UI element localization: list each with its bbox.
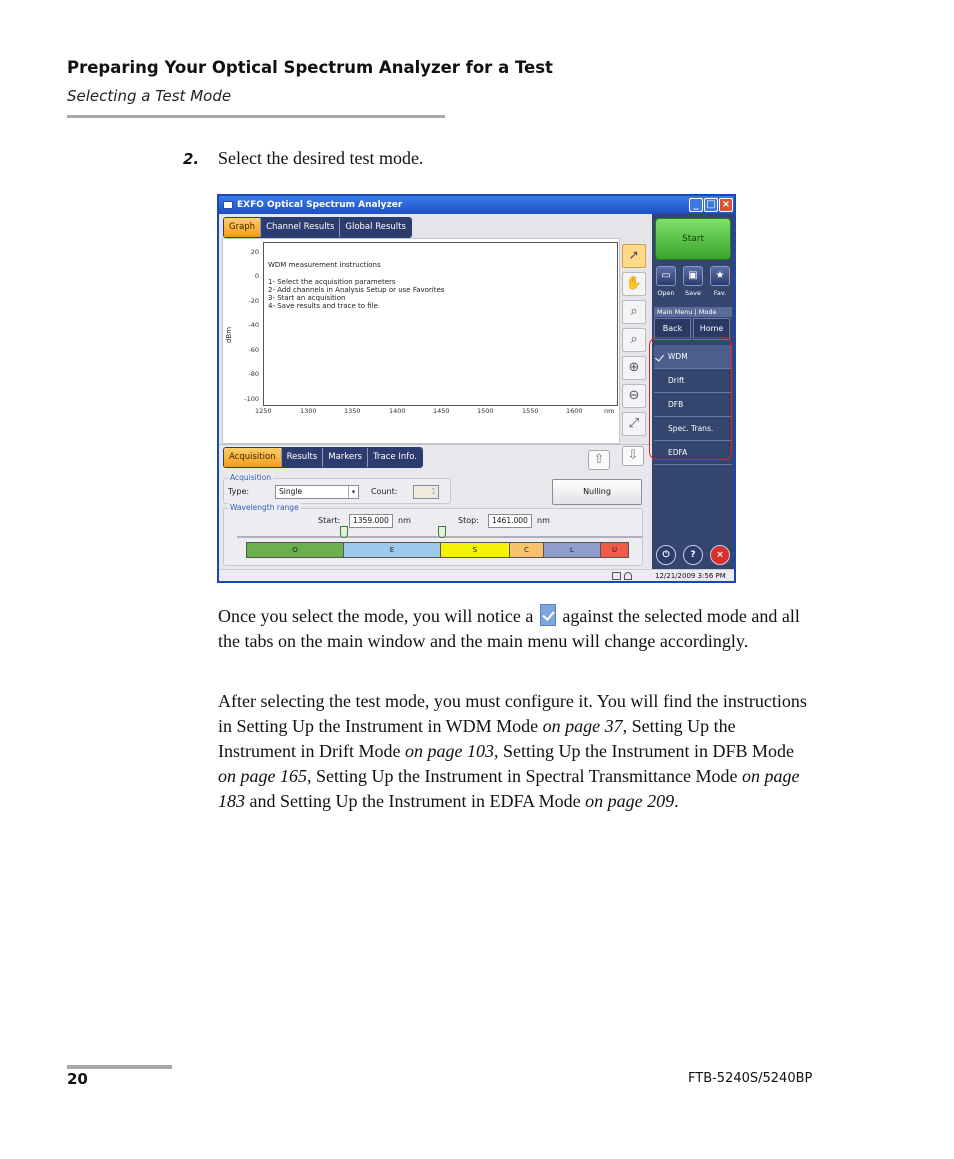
para1-text-after: against the selected mode and all the tabs on the main window and the main menu will change accordingly. — [218, 606, 800, 651]
graph-toolstrip — [622, 244, 648, 442]
page-reference: on page 209 — [585, 791, 675, 811]
maximize-icon[interactable]: □ — [704, 198, 718, 212]
y-tick: -60 — [248, 346, 259, 354]
main-panel — [219, 214, 652, 569]
x-tick: 1550 — [522, 407, 539, 415]
exit-icon[interactable]: × — [710, 545, 730, 565]
header-rule — [67, 115, 445, 118]
pan-hand-icon[interactable]: ✋ — [622, 272, 646, 296]
instruction-line: 1- Select the acquisition parameters — [268, 278, 396, 286]
start-label: Start: — [318, 516, 341, 525]
page-reference: on page 37 — [542, 716, 623, 736]
stop-label: Stop: — [458, 516, 479, 525]
acquisition-group — [223, 473, 451, 504]
mode-label: WDM — [668, 352, 688, 361]
mode-label: Drift — [668, 376, 685, 385]
footer-model: FTB-5240S/5240BP — [688, 1071, 813, 1086]
tab-channel-results[interactable]: Channel Results — [261, 218, 340, 237]
zoom-out-icon[interactable]: ⊖ — [622, 384, 646, 408]
back-button[interactable]: Back — [654, 318, 691, 340]
page-reference: on page 165 — [218, 766, 307, 786]
mode-highlight-circle — [649, 337, 732, 460]
minimize-icon[interactable]: _ — [689, 198, 703, 212]
tab-markers[interactable]: Markers — [323, 448, 368, 467]
type-label: Type: — [228, 487, 250, 496]
y-tick: 20 — [250, 248, 259, 256]
chevron-down-icon[interactable]: ▾ — [348, 486, 358, 498]
tab-global-results[interactable]: Global Results — [340, 218, 411, 237]
acquisition-legend: Acquisition — [230, 473, 272, 482]
open-label: Open — [657, 289, 675, 297]
network-icon — [612, 572, 621, 580]
main-menu-header: Main Menu | Mode — [654, 307, 732, 317]
zoom-area-icon[interactable]: ⌕ — [622, 300, 646, 324]
x-tick: 1250 — [255, 407, 272, 415]
collapse-down-icon[interactable]: ⇩ — [622, 446, 644, 466]
footer-rule — [67, 1065, 172, 1069]
status-time: 12/21/2009 3:56 PM — [655, 572, 726, 580]
band-o[interactable]: O — [247, 543, 344, 557]
graph-area — [222, 238, 620, 444]
favorite-star-icon[interactable]: ★ — [710, 266, 730, 286]
start-slider-handle[interactable] — [340, 526, 348, 538]
help-icon[interactable]: ? — [683, 545, 703, 565]
close-icon[interactable]: × — [719, 198, 733, 212]
save-label: Save — [685, 289, 701, 297]
type-select[interactable]: Single — [275, 485, 359, 499]
start-unit: nm — [398, 516, 411, 525]
instruction-line: 4- Save results and trace to file — [268, 302, 378, 310]
para2-text: and Setting Up the Instrument in EDFA Mode — [249, 791, 581, 811]
mode-label: EDFA — [668, 448, 688, 457]
instruction-line: 2- Add channels in Analysis Setup or use Favorites — [268, 286, 445, 294]
app-window-screenshot — [217, 194, 736, 583]
zoom-in-icon[interactable]: ⊕ — [622, 356, 646, 380]
expand-up-icon[interactable]: ⇧ — [588, 450, 610, 470]
para1-text-before: Once you select the mode, you will notice a — [218, 606, 534, 626]
start-button[interactable]: Start — [655, 218, 731, 260]
save-disk-icon[interactable]: ▣ — [683, 266, 703, 286]
power-icon[interactable]: ⏻ — [656, 545, 676, 565]
x-tick: 1300 — [300, 407, 317, 415]
para2-text: . — [674, 791, 679, 811]
x-tick: 1350 — [344, 407, 361, 415]
para2-text: After selecting the test mode, you must configure it. You will find the instructions in Setting Up the Instrument in WDM Mode — [218, 691, 807, 736]
spectrum-plot[interactable] — [263, 242, 618, 406]
tab-trace-info[interactable]: Trace Info. — [368, 448, 422, 467]
y-axis-label: dBm — [225, 326, 234, 344]
stop-unit: nm — [537, 516, 550, 525]
paragraph-mode-check — [218, 604, 808, 654]
status-bar — [219, 569, 734, 583]
fav-label: Fav. — [713, 289, 727, 297]
window-titlebar — [219, 196, 734, 214]
section-subtitle: Selecting a Test Mode — [67, 87, 232, 105]
x-tick: 1600 — [566, 407, 583, 415]
page-reference: on page 103 — [404, 741, 494, 761]
x-axis-unit: nm — [604, 407, 615, 415]
wavelength-legend: Wavelength range — [230, 503, 299, 512]
instruction-line: 3- Start an acquisition — [268, 294, 346, 302]
window-title: EXFO Optical Spectrum Analyzer — [237, 200, 403, 210]
open-folder-icon[interactable]: ▭ — [656, 266, 676, 286]
paragraph-configure — [218, 689, 808, 814]
page-reference: on page 183 — [218, 766, 800, 811]
zoom-fit-icon[interactable]: ⤢ — [622, 412, 646, 436]
wavelength-bands — [246, 542, 629, 558]
x-tick: 1400 — [389, 407, 406, 415]
band-e[interactable]: E — [344, 543, 441, 557]
top-tabs — [223, 217, 412, 238]
stop-wavelength-field[interactable]: 1461.000 — [488, 514, 532, 528]
tab-results[interactable]: Results — [282, 448, 324, 467]
y-tick: -40 — [248, 321, 259, 329]
para2-text: , Setting Up the Instrument in Spectral Transmittance Mode — [307, 766, 738, 786]
para2-text: , Setting Up the Instrument in Drift Mode — [218, 716, 736, 761]
lower-panel — [219, 444, 652, 569]
band-u[interactable]: U — [601, 543, 628, 557]
home-button[interactable]: Home — [693, 318, 730, 340]
tab-graph[interactable]: Graph — [224, 218, 261, 237]
y-tick: -80 — [248, 370, 259, 378]
y-tick: -20 — [248, 297, 259, 305]
lock-icon — [624, 572, 632, 580]
x-tick: 1450 — [433, 407, 450, 415]
pointer-icon[interactable]: ➚ — [622, 244, 646, 268]
stop-slider-handle[interactable] — [438, 526, 446, 538]
bottom-tabs — [223, 447, 423, 468]
y-tick: -100 — [244, 395, 259, 403]
count-label: Count: — [371, 487, 398, 496]
step-number: 2. — [183, 150, 200, 168]
band-c[interactable]: C — [510, 543, 544, 557]
tab-acquisition[interactable]: Acquisition — [224, 448, 282, 467]
band-l[interactable]: L — [544, 543, 601, 557]
count-field[interactable]: 1 — [413, 485, 439, 499]
start-wavelength-field[interactable]: 1359.000 — [349, 514, 393, 528]
instructions-title: WDM measurement instructions — [268, 261, 381, 269]
y-tick: 0 — [254, 272, 259, 280]
band-s[interactable]: S — [441, 543, 510, 557]
x-tick: 1500 — [477, 407, 494, 415]
mode-label: Spec. Trans. — [668, 424, 714, 433]
nulling-button[interactable]: Nulling — [552, 479, 642, 505]
check-icon — [540, 604, 556, 626]
step-text: Select the desired test mode. — [218, 148, 424, 168]
mode-label: DFB — [668, 400, 684, 409]
page-number: 20 — [67, 1070, 88, 1088]
para2-text: , Setting Up the Instrument in DFB Mode — [493, 741, 794, 761]
zoom-region-icon[interactable]: ⌕ — [622, 328, 646, 352]
app-icon — [223, 201, 233, 209]
section-title: Preparing Your Optical Spectrum Analyzer for a Test — [67, 58, 553, 77]
